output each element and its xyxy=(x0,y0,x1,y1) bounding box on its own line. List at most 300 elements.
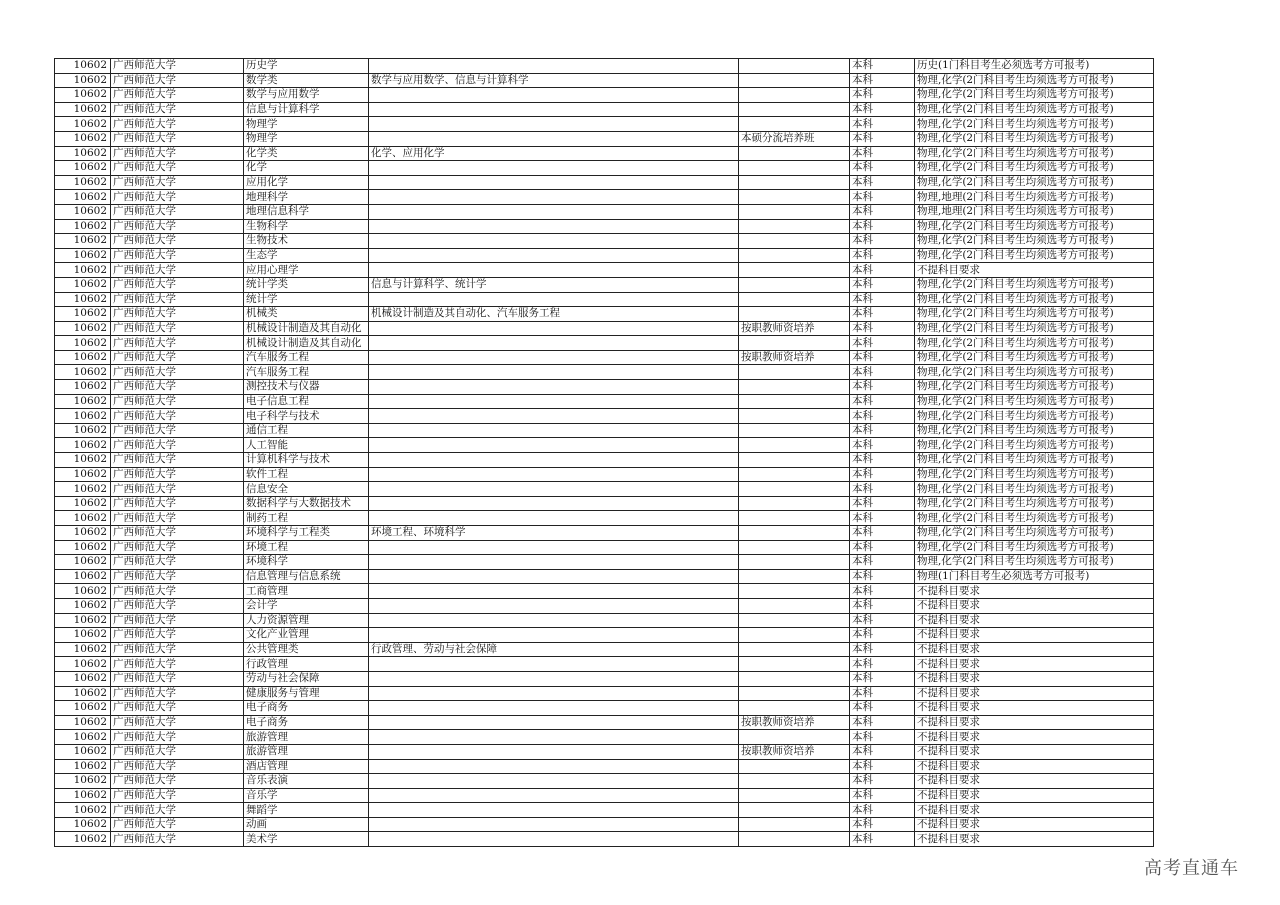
major-name-cell: 生态学 xyxy=(244,248,369,263)
level-cell: 本科 xyxy=(850,204,915,219)
level-cell: 本科 xyxy=(850,817,915,832)
table-row xyxy=(55,774,1154,789)
remark-cell: 按职教师资培养 xyxy=(739,350,850,365)
school-name-cell: 广西师范大学 xyxy=(111,117,244,132)
included-majors-cell xyxy=(369,803,739,818)
table-row xyxy=(55,248,1154,263)
level-cell: 本科 xyxy=(850,453,915,468)
major-name-cell: 公共管理类 xyxy=(244,642,369,657)
table-row xyxy=(55,336,1154,351)
school-code-cell: 10602 xyxy=(55,365,111,380)
included-majors-cell xyxy=(369,555,739,570)
major-name-cell: 电子科学与技术 xyxy=(244,409,369,424)
school-name-cell: 广西师范大学 xyxy=(111,277,244,292)
level-cell: 本科 xyxy=(850,598,915,613)
level-cell: 本科 xyxy=(850,759,915,774)
school-code-cell: 10602 xyxy=(55,526,111,541)
major-name-cell: 机械设计制造及其自动化 xyxy=(244,321,369,336)
subject-requirement-cell: 物理,化学(2门科目考生均须选考方可报考) xyxy=(915,292,1154,307)
subject-requirement-cell: 物理(1门科目考生必须选考方可报考) xyxy=(915,569,1154,584)
subject-requirement-cell: 物理,化学(2门科目考生均须选考方可报考) xyxy=(915,350,1154,365)
table-row xyxy=(55,759,1154,774)
school-code-cell: 10602 xyxy=(55,59,111,74)
remark-cell xyxy=(739,730,850,745)
remark-cell xyxy=(739,365,850,380)
school-name-cell: 广西师范大学 xyxy=(111,131,244,146)
table-row xyxy=(55,569,1154,584)
school-code-cell: 10602 xyxy=(55,817,111,832)
table-row xyxy=(55,817,1154,832)
subject-requirement-cell: 物理,化学(2门科目考生均须选考方可报考) xyxy=(915,102,1154,117)
school-code-cell: 10602 xyxy=(55,540,111,555)
school-code-cell: 10602 xyxy=(55,409,111,424)
school-code-cell: 10602 xyxy=(55,686,111,701)
school-code-cell: 10602 xyxy=(55,657,111,672)
remark-cell xyxy=(739,248,850,263)
table-row xyxy=(55,730,1154,745)
table-row xyxy=(55,628,1154,643)
school-name-cell: 广西师范大学 xyxy=(111,234,244,249)
remark-cell xyxy=(739,409,850,424)
subject-requirement-cell: 不提科目要求 xyxy=(915,584,1154,599)
subject-requirement-cell: 不提科目要求 xyxy=(915,730,1154,745)
included-majors-cell: 行政管理、劳动与社会保障 xyxy=(369,642,739,657)
level-cell: 本科 xyxy=(850,803,915,818)
included-majors-cell xyxy=(369,701,739,716)
school-name-cell: 广西师范大学 xyxy=(111,657,244,672)
level-cell: 本科 xyxy=(850,263,915,278)
subject-requirement-cell: 物理,化学(2门科目考生均须选考方可报考) xyxy=(915,438,1154,453)
level-cell: 本科 xyxy=(850,482,915,497)
level-cell: 本科 xyxy=(850,584,915,599)
school-name-cell: 广西师范大学 xyxy=(111,628,244,643)
table-row xyxy=(55,175,1154,190)
included-majors-cell: 信息与计算科学、统计学 xyxy=(369,277,739,292)
included-majors-cell xyxy=(369,832,739,847)
remark-cell: 按职教师资培养 xyxy=(739,321,850,336)
subject-requirement-cell: 不提科目要求 xyxy=(915,701,1154,716)
included-majors-cell xyxy=(369,628,739,643)
subject-requirement-cell: 物理,化学(2门科目考生均须选考方可报考) xyxy=(915,161,1154,176)
school-name-cell: 广西师范大学 xyxy=(111,598,244,613)
table-row xyxy=(55,715,1154,730)
level-cell: 本科 xyxy=(850,657,915,672)
subject-requirement-cell: 物理,化学(2门科目考生均须选考方可报考) xyxy=(915,219,1154,234)
school-code-cell: 10602 xyxy=(55,146,111,161)
school-name-cell: 广西师范大学 xyxy=(111,569,244,584)
school-code-cell: 10602 xyxy=(55,569,111,584)
school-code-cell: 10602 xyxy=(55,803,111,818)
remark-cell xyxy=(739,234,850,249)
subject-requirement-cell: 不提科目要求 xyxy=(915,686,1154,701)
table-row xyxy=(55,321,1154,336)
school-name-cell: 广西师范大学 xyxy=(111,526,244,541)
remark-cell xyxy=(739,59,850,74)
subject-requirement-cell: 不提科目要求 xyxy=(915,642,1154,657)
included-majors-cell xyxy=(369,671,739,686)
school-code-cell: 10602 xyxy=(55,88,111,103)
major-name-cell: 地理科学 xyxy=(244,190,369,205)
remark-cell: 本硕分流培养班 xyxy=(739,131,850,146)
table-row xyxy=(55,467,1154,482)
remark-cell: 按职教师资培养 xyxy=(739,715,850,730)
included-majors-cell xyxy=(369,613,739,628)
school-code-cell: 10602 xyxy=(55,555,111,570)
school-name-cell: 广西师范大学 xyxy=(111,321,244,336)
included-majors-cell xyxy=(369,336,739,351)
major-name-cell: 统计学 xyxy=(244,292,369,307)
remark-cell xyxy=(739,467,850,482)
included-majors-cell xyxy=(369,59,739,74)
level-cell: 本科 xyxy=(850,380,915,395)
school-name-cell: 广西师范大学 xyxy=(111,671,244,686)
included-majors-cell: 数学与应用数学、信息与计算科学 xyxy=(369,73,739,88)
level-cell: 本科 xyxy=(850,730,915,745)
school-code-cell: 10602 xyxy=(55,423,111,438)
school-name-cell: 广西师范大学 xyxy=(111,161,244,176)
major-name-cell: 工商管理 xyxy=(244,584,369,599)
school-code-cell: 10602 xyxy=(55,744,111,759)
included-majors-cell xyxy=(369,657,739,672)
table-row xyxy=(55,131,1154,146)
subject-requirement-cell: 物理,化学(2门科目考生均须选考方可报考) xyxy=(915,496,1154,511)
table-row xyxy=(55,350,1154,365)
major-name-cell: 物理学 xyxy=(244,131,369,146)
included-majors-cell: 化学、应用化学 xyxy=(369,146,739,161)
table-row xyxy=(55,453,1154,468)
level-cell: 本科 xyxy=(850,146,915,161)
subject-requirement-cell: 物理,化学(2门科目考生均须选考方可报考) xyxy=(915,511,1154,526)
subject-requirement-cell: 物理,化学(2门科目考生均须选考方可报考) xyxy=(915,277,1154,292)
major-name-cell: 人力资源管理 xyxy=(244,613,369,628)
table-row xyxy=(55,117,1154,132)
level-cell: 本科 xyxy=(850,774,915,789)
major-name-cell: 电子信息工程 xyxy=(244,394,369,409)
subject-requirement-cell: 物理,化学(2门科目考生均须选考方可报考) xyxy=(915,365,1154,380)
school-code-cell: 10602 xyxy=(55,482,111,497)
major-name-cell: 旅游管理 xyxy=(244,744,369,759)
table-row xyxy=(55,146,1154,161)
included-majors-cell xyxy=(369,584,739,599)
school-name-cell: 广西师范大学 xyxy=(111,803,244,818)
included-majors-cell xyxy=(369,730,739,745)
major-name-cell: 旅游管理 xyxy=(244,730,369,745)
school-code-cell: 10602 xyxy=(55,730,111,745)
included-majors-cell xyxy=(369,423,739,438)
major-name-cell: 计算机科学与技术 xyxy=(244,453,369,468)
subject-requirement-cell: 不提科目要求 xyxy=(915,759,1154,774)
table-row xyxy=(55,88,1154,103)
subject-requirement-cell: 不提科目要求 xyxy=(915,657,1154,672)
level-cell: 本科 xyxy=(850,686,915,701)
table-row xyxy=(55,365,1154,380)
major-name-cell: 舞蹈学 xyxy=(244,803,369,818)
major-name-cell: 化学类 xyxy=(244,146,369,161)
remark-cell xyxy=(739,642,850,657)
school-name-cell: 广西师范大学 xyxy=(111,482,244,497)
school-name-cell: 广西师范大学 xyxy=(111,613,244,628)
table-row xyxy=(55,803,1154,818)
level-cell: 本科 xyxy=(850,59,915,74)
school-name-cell: 广西师范大学 xyxy=(111,292,244,307)
school-code-cell: 10602 xyxy=(55,380,111,395)
school-code-cell: 10602 xyxy=(55,438,111,453)
remark-cell xyxy=(739,788,850,803)
major-name-cell: 数学与应用数学 xyxy=(244,88,369,103)
included-majors-cell xyxy=(369,131,739,146)
major-name-cell: 行政管理 xyxy=(244,657,369,672)
remark-cell xyxy=(739,803,850,818)
level-cell: 本科 xyxy=(850,613,915,628)
remark-cell xyxy=(739,204,850,219)
included-majors-cell xyxy=(369,482,739,497)
school-code-cell: 10602 xyxy=(55,628,111,643)
major-name-cell: 应用心理学 xyxy=(244,263,369,278)
major-name-cell: 历史学 xyxy=(244,59,369,74)
included-majors-cell xyxy=(369,409,739,424)
subject-requirement-cell: 物理,化学(2门科目考生均须选考方可报考) xyxy=(915,307,1154,322)
level-cell: 本科 xyxy=(850,744,915,759)
remark-cell xyxy=(739,175,850,190)
school-name-cell: 广西师范大学 xyxy=(111,350,244,365)
school-name-cell: 广西师范大学 xyxy=(111,146,244,161)
school-name-cell: 广西师范大学 xyxy=(111,73,244,88)
included-majors-cell xyxy=(369,88,739,103)
level-cell: 本科 xyxy=(850,715,915,730)
included-majors-cell xyxy=(369,598,739,613)
school-name-cell: 广西师范大学 xyxy=(111,540,244,555)
major-name-cell: 信息管理与信息系统 xyxy=(244,569,369,584)
school-code-cell: 10602 xyxy=(55,190,111,205)
table-row xyxy=(55,482,1154,497)
included-majors-cell xyxy=(369,496,739,511)
included-majors-cell xyxy=(369,350,739,365)
major-name-cell: 健康服务与管理 xyxy=(244,686,369,701)
school-name-cell: 广西师范大学 xyxy=(111,380,244,395)
school-name-cell: 广西师范大学 xyxy=(111,642,244,657)
table-row xyxy=(55,263,1154,278)
school-name-cell: 广西师范大学 xyxy=(111,175,244,190)
table-row xyxy=(55,526,1154,541)
subject-requirement-cell: 物理,化学(2门科目考生均须选考方可报考) xyxy=(915,175,1154,190)
school-name-cell: 广西师范大学 xyxy=(111,248,244,263)
major-name-cell: 环境科学与工程类 xyxy=(244,526,369,541)
school-name-cell: 广西师范大学 xyxy=(111,307,244,322)
table-row xyxy=(55,657,1154,672)
included-majors-cell xyxy=(369,817,739,832)
level-cell: 本科 xyxy=(850,248,915,263)
table-row xyxy=(55,161,1154,176)
subject-requirement-cell: 物理,化学(2门科目考生均须选考方可报考) xyxy=(915,234,1154,249)
included-majors-cell xyxy=(369,686,739,701)
major-name-cell: 制药工程 xyxy=(244,511,369,526)
level-cell: 本科 xyxy=(850,511,915,526)
remark-cell xyxy=(739,438,850,453)
included-majors-cell xyxy=(369,248,739,263)
major-name-cell: 电子商务 xyxy=(244,701,369,716)
school-name-cell: 广西师范大学 xyxy=(111,467,244,482)
table-row xyxy=(55,59,1154,74)
level-cell: 本科 xyxy=(850,540,915,555)
table-row xyxy=(55,496,1154,511)
table-row xyxy=(55,438,1154,453)
remark-cell xyxy=(739,117,850,132)
included-majors-cell xyxy=(369,190,739,205)
remark-cell xyxy=(739,686,850,701)
subject-requirement-cell: 物理,化学(2门科目考生均须选考方可报考) xyxy=(915,146,1154,161)
table-row xyxy=(55,744,1154,759)
school-code-cell: 10602 xyxy=(55,467,111,482)
school-name-cell: 广西师范大学 xyxy=(111,438,244,453)
included-majors-cell xyxy=(369,365,739,380)
major-name-cell: 环境科学 xyxy=(244,555,369,570)
major-name-cell: 软件工程 xyxy=(244,467,369,482)
school-name-cell: 广西师范大学 xyxy=(111,336,244,351)
included-majors-cell xyxy=(369,117,739,132)
included-majors-cell xyxy=(369,511,739,526)
school-name-cell: 广西师范大学 xyxy=(111,774,244,789)
school-code-cell: 10602 xyxy=(55,598,111,613)
level-cell: 本科 xyxy=(850,788,915,803)
major-name-cell: 环境工程 xyxy=(244,540,369,555)
subject-requirement-cell: 物理,化学(2门科目考生均须选考方可报考) xyxy=(915,526,1154,541)
level-cell: 本科 xyxy=(850,642,915,657)
remark-cell xyxy=(739,496,850,511)
included-majors-cell xyxy=(369,102,739,117)
table-row xyxy=(55,555,1154,570)
level-cell: 本科 xyxy=(850,365,915,380)
subject-requirement-cell: 不提科目要求 xyxy=(915,817,1154,832)
school-name-cell: 广西师范大学 xyxy=(111,409,244,424)
level-cell: 本科 xyxy=(850,496,915,511)
included-majors-cell xyxy=(369,380,739,395)
school-code-cell: 10602 xyxy=(55,453,111,468)
school-code-cell: 10602 xyxy=(55,642,111,657)
school-code-cell: 10602 xyxy=(55,263,111,278)
subject-requirement-cell: 不提科目要求 xyxy=(915,774,1154,789)
table-row xyxy=(55,204,1154,219)
remark-cell xyxy=(739,628,850,643)
subject-requirement-cell: 物理,化学(2门科目考生均须选考方可报考) xyxy=(915,117,1154,132)
school-code-cell: 10602 xyxy=(55,307,111,322)
level-cell: 本科 xyxy=(850,73,915,88)
included-majors-cell xyxy=(369,234,739,249)
table-row xyxy=(55,701,1154,716)
school-name-cell: 广西师范大学 xyxy=(111,394,244,409)
included-majors-cell xyxy=(369,788,739,803)
remark-cell xyxy=(739,277,850,292)
included-majors-cell xyxy=(369,715,739,730)
school-name-cell: 广西师范大学 xyxy=(111,701,244,716)
subject-requirement-cell: 物理,化学(2门科目考生均须选考方可报考) xyxy=(915,248,1154,263)
subject-requirement-cell: 物理,化学(2门科目考生均须选考方可报考) xyxy=(915,380,1154,395)
school-name-cell: 广西师范大学 xyxy=(111,102,244,117)
level-cell: 本科 xyxy=(850,219,915,234)
level-cell: 本科 xyxy=(850,555,915,570)
table-row xyxy=(55,423,1154,438)
level-cell: 本科 xyxy=(850,336,915,351)
remark-cell xyxy=(739,569,850,584)
table-row xyxy=(55,102,1154,117)
watermark-text: 高考直通车 xyxy=(1144,858,1239,879)
level-cell: 本科 xyxy=(850,438,915,453)
school-code-cell: 10602 xyxy=(55,175,111,190)
remark-cell xyxy=(739,584,850,599)
table-row xyxy=(55,540,1154,555)
included-majors-cell xyxy=(369,438,739,453)
remark-cell xyxy=(739,759,850,774)
major-name-cell: 通信工程 xyxy=(244,423,369,438)
school-code-cell: 10602 xyxy=(55,277,111,292)
subject-requirement-cell: 不提科目要求 xyxy=(915,803,1154,818)
subject-requirement-cell: 不提科目要求 xyxy=(915,832,1154,847)
school-code-cell: 10602 xyxy=(55,292,111,307)
major-name-cell: 汽车服务工程 xyxy=(244,350,369,365)
major-name-cell: 汽车服务工程 xyxy=(244,365,369,380)
school-code-cell: 10602 xyxy=(55,701,111,716)
school-name-cell: 广西师范大学 xyxy=(111,511,244,526)
school-code-cell: 10602 xyxy=(55,759,111,774)
subject-requirement-cell: 物理,化学(2门科目考生均须选考方可报考) xyxy=(915,409,1154,424)
school-code-cell: 10602 xyxy=(55,336,111,351)
included-majors-cell xyxy=(369,263,739,278)
subject-requirement-cell: 不提科目要求 xyxy=(915,715,1154,730)
major-name-cell: 人工智能 xyxy=(244,438,369,453)
subject-requirement-cell: 不提科目要求 xyxy=(915,263,1154,278)
major-name-cell: 应用化学 xyxy=(244,175,369,190)
remark-cell xyxy=(739,701,850,716)
remark-cell xyxy=(739,380,850,395)
remark-cell xyxy=(739,219,850,234)
school-code-cell: 10602 xyxy=(55,102,111,117)
included-majors-cell xyxy=(369,161,739,176)
subject-requirement-cell: 不提科目要求 xyxy=(915,613,1154,628)
school-name-cell: 广西师范大学 xyxy=(111,88,244,103)
school-name-cell: 广西师范大学 xyxy=(111,555,244,570)
included-majors-cell xyxy=(369,204,739,219)
remark-cell xyxy=(739,540,850,555)
major-name-cell: 电子商务 xyxy=(244,715,369,730)
major-name-cell: 文化产业管理 xyxy=(244,628,369,643)
school-code-cell: 10602 xyxy=(55,161,111,176)
school-code-cell: 10602 xyxy=(55,832,111,847)
table-row xyxy=(55,686,1154,701)
remark-cell xyxy=(739,263,850,278)
table-row xyxy=(55,234,1154,249)
school-code-cell: 10602 xyxy=(55,511,111,526)
major-name-cell: 机械类 xyxy=(244,307,369,322)
table-row xyxy=(55,613,1154,628)
table-row xyxy=(55,307,1154,322)
remark-cell xyxy=(739,307,850,322)
school-code-cell: 10602 xyxy=(55,321,111,336)
school-code-cell: 10602 xyxy=(55,715,111,730)
remark-cell xyxy=(739,613,850,628)
level-cell: 本科 xyxy=(850,161,915,176)
subject-requirement-cell: 物理,化学(2门科目考生均须选考方可报考) xyxy=(915,423,1154,438)
major-name-cell: 数据科学与大数据技术 xyxy=(244,496,369,511)
table-row xyxy=(55,394,1154,409)
included-majors-cell xyxy=(369,759,739,774)
table-row xyxy=(55,584,1154,599)
school-name-cell: 广西师范大学 xyxy=(111,730,244,745)
level-cell: 本科 xyxy=(850,394,915,409)
subject-requirement-cell: 物理,化学(2门科目考生均须选考方可报考) xyxy=(915,321,1154,336)
table-row xyxy=(55,832,1154,847)
admission-table xyxy=(54,58,1154,847)
level-cell: 本科 xyxy=(850,321,915,336)
major-name-cell: 生物技术 xyxy=(244,234,369,249)
